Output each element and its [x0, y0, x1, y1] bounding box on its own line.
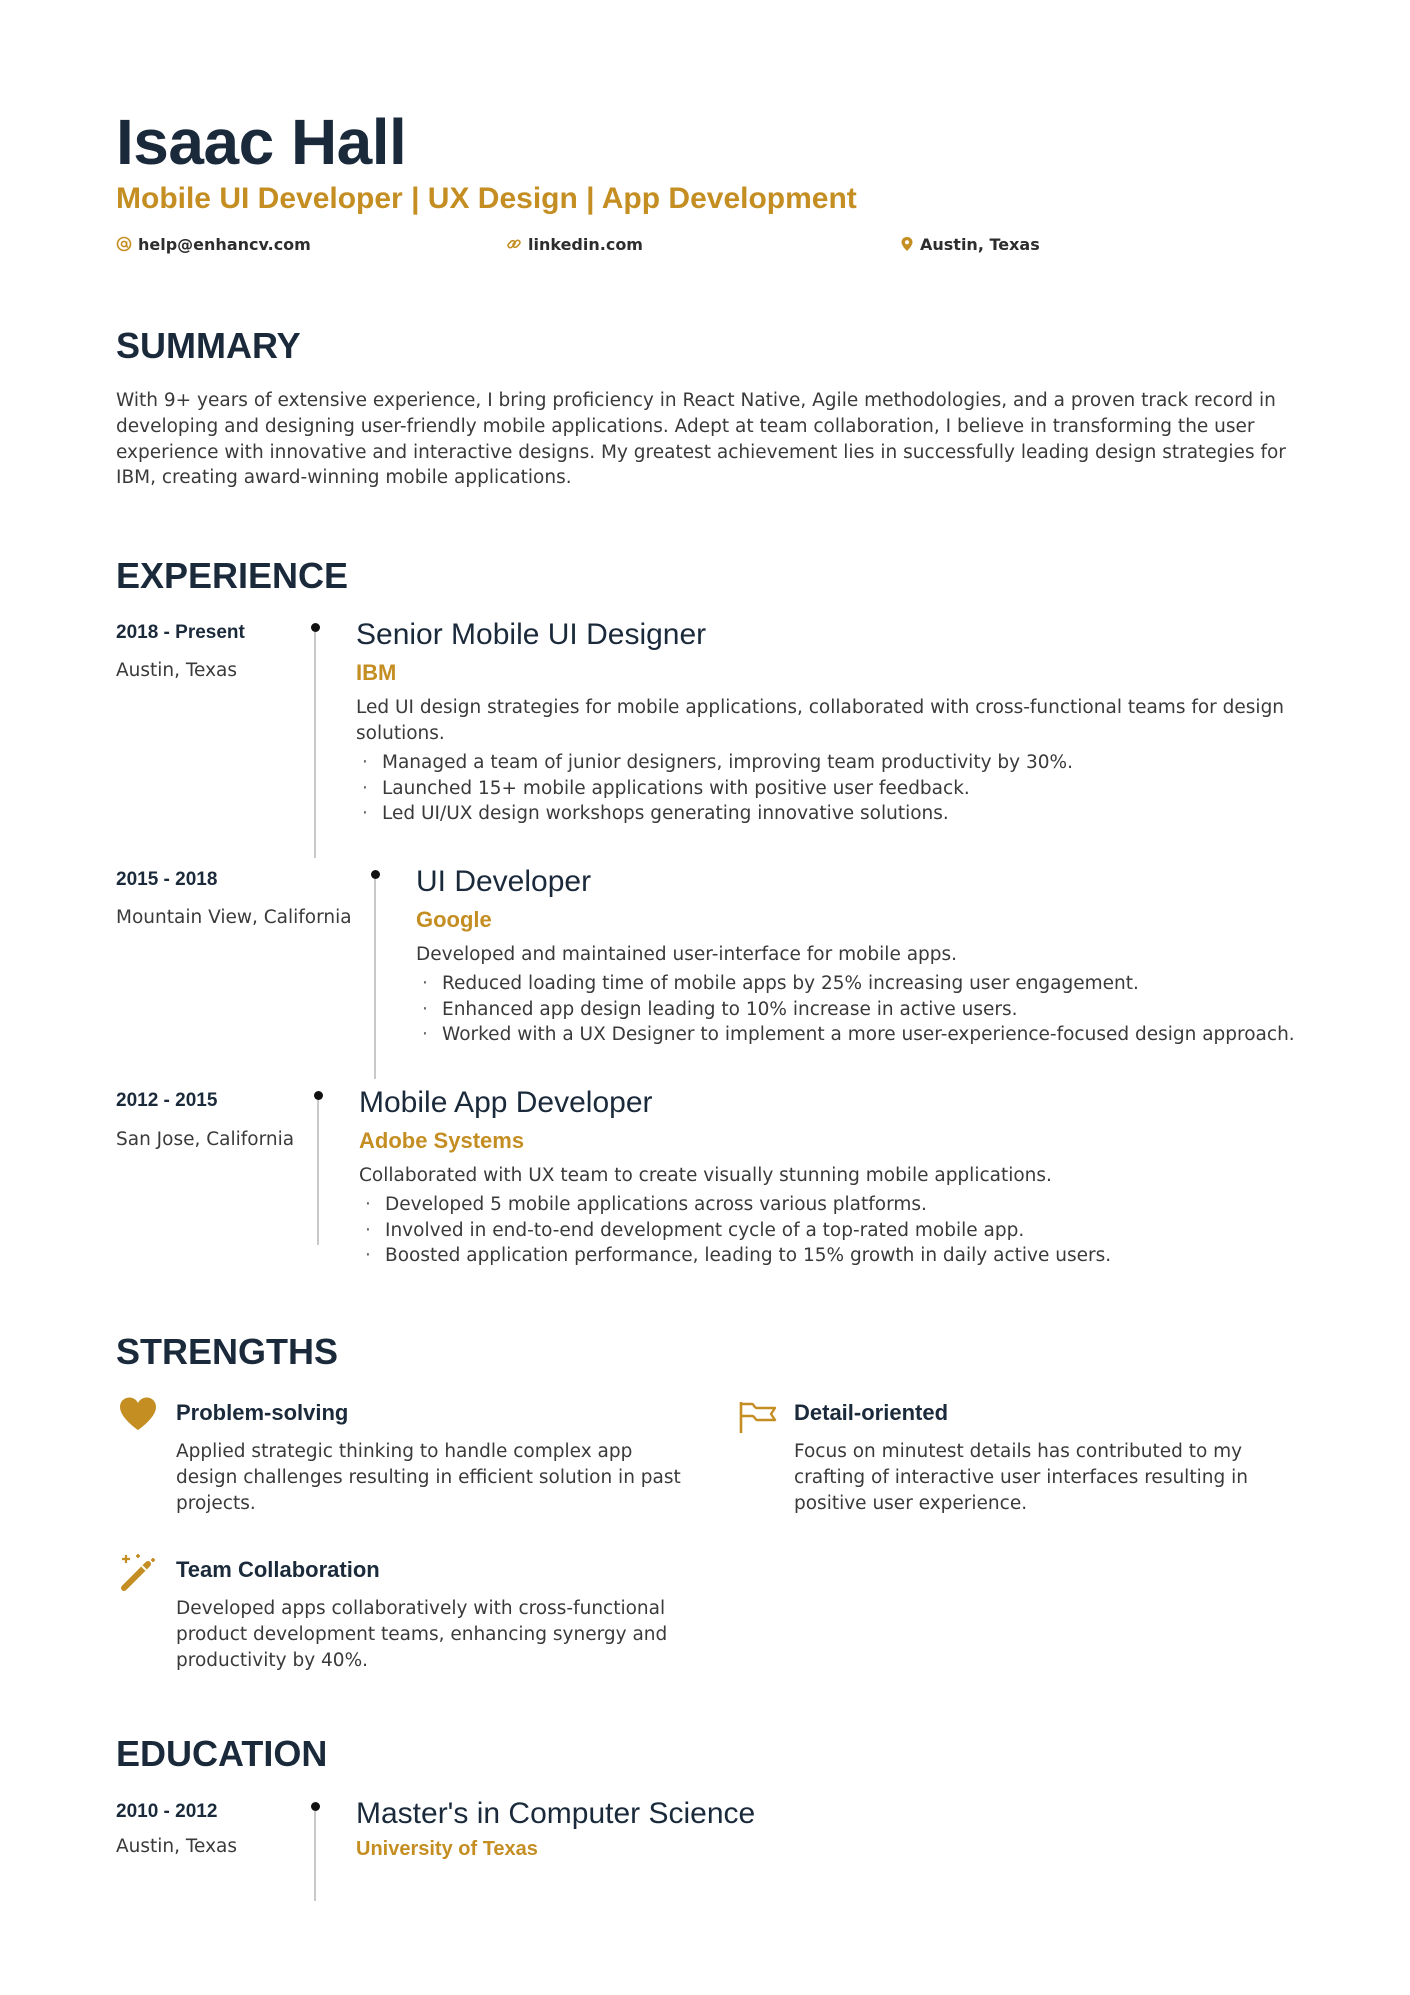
strength-title: Detail-oriented — [794, 1400, 949, 1425]
at-icon — [116, 236, 132, 252]
experience-location: Austin, Texas — [116, 660, 238, 681]
experience-company: Adobe Systems — [359, 1128, 525, 1153]
location-pin-icon — [900, 236, 914, 252]
candidate-headline: Mobile UI Developer | UX Design | App Development — [116, 182, 857, 215]
timeline-line — [317, 1100, 319, 1245]
contact-email-text: help@enhancv.com — [138, 234, 311, 254]
experience-heading: EXPERIENCE — [116, 555, 349, 596]
experience-description: Developed and maintained user-interface for mobile apps. — [416, 944, 958, 965]
experience-role: Mobile App Developer — [359, 1086, 653, 1119]
timeline-dot — [311, 623, 320, 632]
strength-title: Problem-solving — [176, 1400, 349, 1425]
timeline-line — [374, 879, 376, 1079]
strength-description: Developed apps collaboratively with cross-functional product development teams, enhancing synergy and productivity by 40%. — [176, 1598, 668, 1671]
strengths-heading: STRENGTHS — [116, 1331, 339, 1372]
timeline-line — [314, 1811, 316, 1901]
experience-location: Mountain View, California — [116, 907, 352, 928]
experience-bullets — [416, 971, 1295, 1048]
link-icon — [506, 236, 522, 252]
contact-linkedin-text: linkedin.com — [528, 234, 643, 254]
experience-dates: 2015 - 2018 — [116, 869, 218, 890]
education-location: Austin, Texas — [116, 1836, 238, 1857]
timeline-dot — [311, 1802, 320, 1811]
experience-bullet: · Reduced loading time of mobile apps by 25% increasing user engagement. — [416, 971, 1295, 997]
experience-dates: 2018 - Present — [116, 622, 245, 643]
experience-bullet: · Launched 15+ mobile applications with positive user feedback. — [356, 776, 1073, 802]
experience-dates: 2012 - 2015 — [116, 1090, 218, 1111]
timeline-line — [314, 632, 316, 858]
experience-bullet: · Involved in end-to-end development cycle of a top-rated mobile app. — [359, 1218, 1111, 1244]
contact-email[interactable] — [116, 232, 311, 256]
experience-bullet: · Led UI/UX design workshops generating innovative solutions. — [356, 801, 1073, 827]
experience-bullet: · Managed a team of junior designers, improving team productivity by 30%. — [356, 750, 1073, 776]
experience-role: Senior Mobile UI Designer — [356, 618, 707, 651]
timeline-dot — [371, 870, 380, 879]
summary-text: With 9+ years of extensive experience, I bring proficiency in React Native, Agile methodologies, and a proven track record in developing and designing user-friendly mobile applications. Adept at team collaboration, I believe in transforming the user experience with innovative and interactive designs. My greatest achievement lies in successfully leading design strategies for IBM, creating award-winning mobile applications. — [116, 390, 1286, 489]
education-school: University of Texas — [356, 1838, 538, 1860]
experience-description: Led UI design strategies for mobile applications, collaborated with cross-functional teams for design solutions. — [356, 697, 1285, 744]
strength-title: Team Collaboration — [176, 1557, 380, 1582]
summary-heading: SUMMARY — [116, 325, 301, 366]
flag-icon — [738, 1400, 778, 1434]
experience-bullet: · Enhanced app design leading to 10% increase in active users. — [416, 997, 1295, 1023]
education-heading: EDUCATION — [116, 1733, 328, 1774]
experience-bullet: · Worked with a UX Designer to implement a more user-experience-focused design approach. — [416, 1022, 1295, 1048]
strength-description: Applied strategic thinking to handle complex app design challenges resulting in efficient solution in past projects. — [176, 1441, 681, 1514]
contact-linkedin[interactable] — [506, 232, 643, 256]
education-dates: 2010 - 2012 — [116, 1801, 218, 1822]
heart-icon — [118, 1396, 158, 1432]
contact-location — [900, 232, 1040, 256]
experience-company: Google — [416, 907, 492, 932]
experience-location: San Jose, California — [116, 1129, 295, 1150]
experience-bullets — [356, 750, 1073, 827]
strength-description: Focus on minutest details has contributed to my crafting of interactive user interfaces resulting in positive user experience. — [794, 1441, 1248, 1514]
experience-description: Collaborated with UX team to create visually stunning mobile applications. — [359, 1165, 1052, 1186]
experience-company: IBM — [356, 660, 397, 685]
experience-bullet: · Boosted application performance, leading to 15% growth in daily active users. — [359, 1243, 1111, 1269]
experience-role: UI Developer — [416, 865, 592, 898]
candidate-name: Isaac Hall — [116, 106, 407, 178]
education-degree: Master's in Computer Science — [356, 1797, 756, 1830]
contact-location-text: Austin, Texas — [920, 234, 1040, 254]
timeline-dot — [314, 1091, 323, 1100]
experience-bullet: · Developed 5 mobile applications across various platforms. — [359, 1192, 1111, 1218]
experience-bullets — [359, 1192, 1111, 1269]
magic-wand-icon — [118, 1552, 158, 1592]
